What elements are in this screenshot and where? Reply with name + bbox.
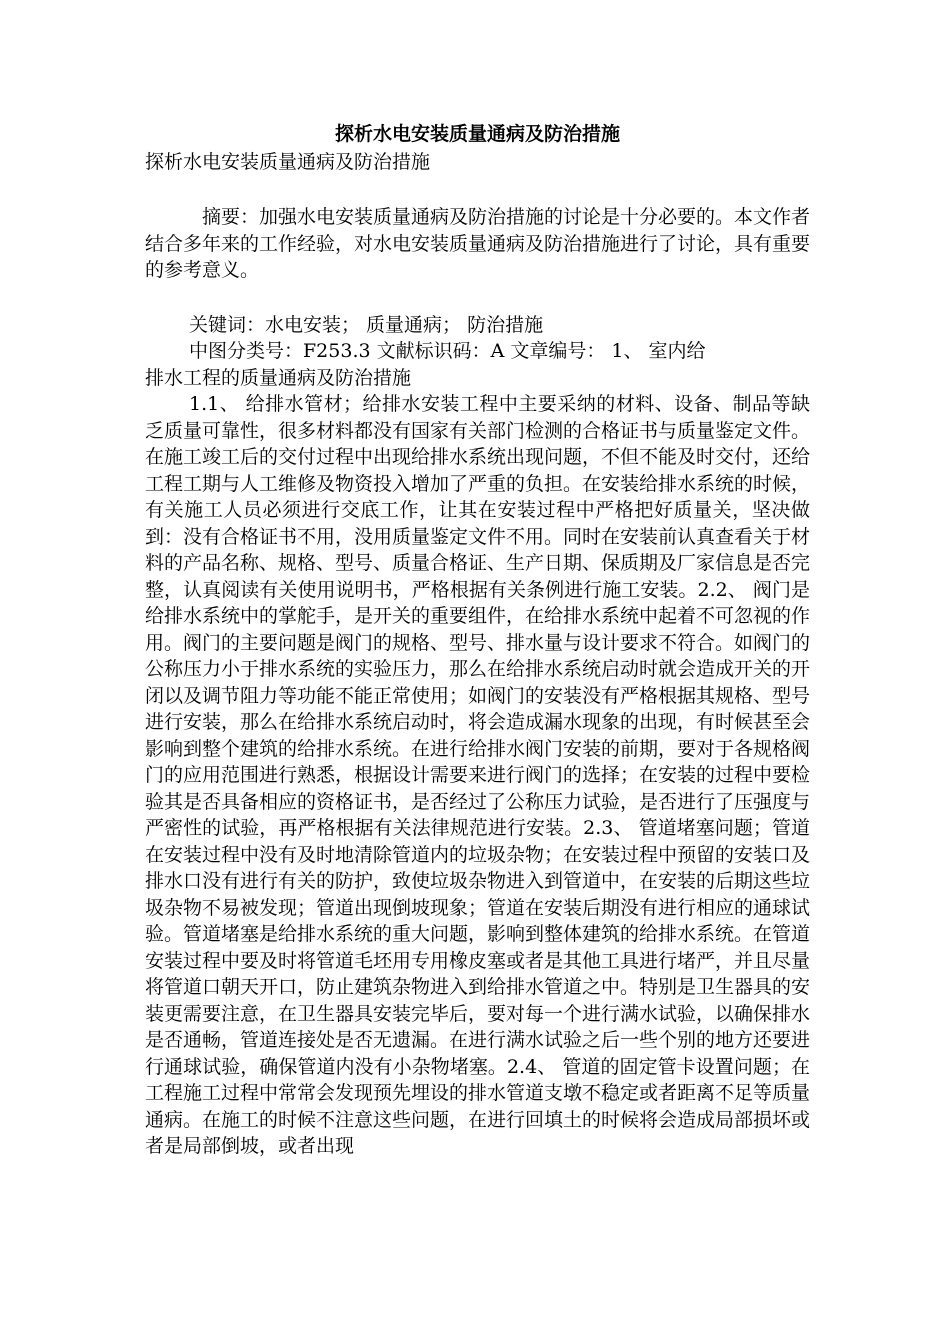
body-paragraph: 1.1、 给排水管材；给排水安装工程中主要采纳的材料、设备、制品等缺乏质量可靠性，很多材料都没有国家有关部门检测的合格证书与质量鉴定文件。在施工竣工后的交付过程中出现给排水系统出现问题，不但不能及时交付，还给工程工期与人工维修及物资投入增加了严重的负担。在安装给排水系统的时候，有关施工人员必须进行交底工作，让其在安装过程中严格把好质量关，坚决做到：没有合格证书不用，没用质量鉴定文件不用。同时在安装前认真查看关于材料的产品名称、规格、型号、质量合格证、生产日期、保质期及厂家信息是否完整，认真阅读有关使用说明书，严格根据有关条例进行施工安装。2.2、 阀门是给排水系统中的掌舵手，是开关的重要组件，在给排水系统中起着不可忽视的作用。阀门的主要问题是阀门的规格、型号、排水量与设计要求不符合。如阀门的公称压力小于排水系统的实验压力，那么在给排水系统启动时就会造成开关的开闭以及调节阻力等功能不能正常使用；如阀门的安装没有严格根据其规格、型号进行安装，那么在给排水系统启动时，将会造成漏水现象的出现，有时候甚至会影响到整个建筑的给排水系统。在进行给排水阀门安装的前期，要对于各规格阀门的应用范围进行熟悉，根据设计需要来进行阀门的选择；在安装的过程中要检验其是否具备相应的资格证书，是否经过了公称压力试验，是否进行了压强度与严密性的试验，再严格根据有关法律规范进行安装。2.3、 管道堵塞问题；管道在安装过程中没有及时地清除管道内的垃圾杂物；在安装过程中预留的安装口及排水口没有进行有关的防护，致使垃圾杂物进入到管道中，在安装的后期这些垃圾杂物不易被发现；管道出现倒坡现象；管道在安装后期没有进行相应的通球试验。管道堵塞是给排水系统的重大问题，影响到整体建筑的给排水系统。在管道安装过程中要及时将管道毛坯用专用橡皮塞或者是其他工具进行堵严，并且尽量将管道口朝天开口，防止建筑杂物进入到给排水管道之中。特别是卫生器具的安装更需要注意，在卫生器具安装完毕后，要对每一个进行满水试验，以确保排水是否通畅，管道连接处是否无遗漏。在进行满水试验之后一些个别的地方还要进行通球试验，确保管道内没有小杂物堵塞。2.4、 管道的固定管卡设置问题；在工程施工过程中常常会发现预先埋设的排水管道支墩不稳定或者距离不足等质量通病。在施工的时候不注意这些问题，在进行回填土的时候将会造成局部损坏或者是局部倒坡，或者出现	[145, 393, 811, 1157]
abstract-paragraph: 摘要：加强水电安装质量通病及防治措施的讨论是十分必要的。本文作者结合多年来的工作经验，对水电安装质量通病及防治措施进行了讨论，具有重要的参考意义。	[145, 206, 811, 281]
document-title: 探析水电安装质量通病及防治措施	[334, 123, 620, 145]
document-subtitle: 探析水电安装质量通病及防治措施	[145, 151, 431, 173]
document-content	[145, 120, 810, 1160]
section-heading: 排水工程的质量通病及防治措施	[145, 366, 412, 389]
classification-line: 中图分类号：F253.3 文献标识码：A 文章编号： 1、 室内给	[189, 340, 706, 362]
blank-line	[145, 176, 810, 204]
keywords-line: 关键词：水电安装； 质量通病； 防治措施	[189, 313, 544, 336]
blank-line	[145, 284, 810, 312]
